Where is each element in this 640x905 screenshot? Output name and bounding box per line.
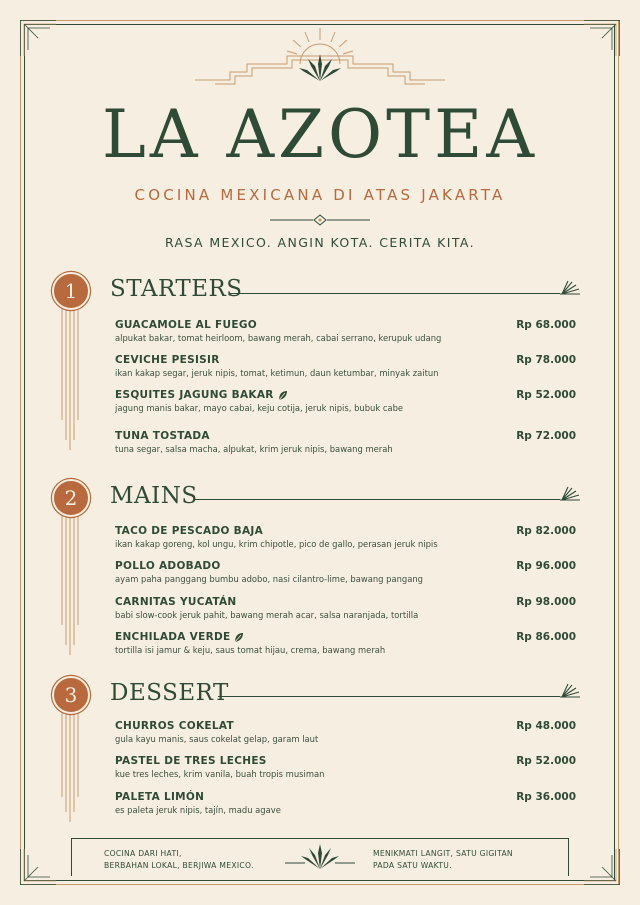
- section-number-badge: 3: [52, 676, 90, 714]
- menu-item-name: CHURROS COKELAT: [115, 720, 234, 732]
- menu-item-desc: kue tres leches, krim vanila, buah tropis musiman: [115, 769, 325, 779]
- section-rule: [218, 696, 560, 697]
- agave-icon: [285, 843, 355, 871]
- menu-item-name: PALETA LIMÓN: [115, 791, 205, 803]
- leaf-icon: [278, 390, 288, 401]
- menu-item-price: Rp 86.000: [516, 631, 576, 643]
- menu-item-desc: ikan kakap segar, jeruk nipis, tomat, ketimun, daun ketumbar, minyak zaitun: [115, 368, 439, 378]
- menu-item-desc: tortilla isi jamur & keju, saus tomat hijau, crema, bawang merah: [115, 645, 386, 655]
- menu-item-desc: babi slow-cook jeruk pahit, bawang merah acar, salsa naranjada, tortilla: [115, 610, 419, 620]
- menu-item-name: CEVICHE PESISIR: [115, 354, 220, 366]
- section-stems-ornament: [55, 702, 85, 827]
- restaurant-subtitle: COCINA MEXICANA DI ATAS JAKARTA: [134, 186, 506, 204]
- section-title-dessert: DESSERT: [110, 680, 229, 706]
- menu-item-name: TUNA TOSTADA: [115, 430, 210, 442]
- section-title-mains: MAINS: [110, 483, 198, 509]
- leaf-icon: [234, 632, 244, 643]
- section-number-badge: 1: [52, 272, 90, 310]
- menu-item-desc: gula kayu manis, saus cokelat gelap, garam laut: [115, 734, 319, 744]
- menu-item-price: Rp 48.000: [516, 720, 576, 732]
- corner-ornament-icon: [584, 849, 620, 885]
- menu-item-price: Rp 52.000: [516, 389, 576, 401]
- fan-icon: [558, 280, 582, 296]
- menu-item-desc: alpukat bakar, tomat heirloom, bawang merah, cabai serrano, kerupuk udang: [115, 333, 442, 343]
- diamond-divider-icon: [270, 214, 370, 226]
- menu-item-name: PASTEL DE TRES LECHES: [115, 755, 267, 767]
- menu-item-price: Rp 72.000: [516, 430, 576, 442]
- corner-ornament-icon: [20, 20, 56, 56]
- section-rule: [230, 293, 560, 294]
- menu-item-price: Rp 78.000: [516, 354, 576, 366]
- corner-ornament-icon: [584, 20, 620, 56]
- menu-item-desc: ayam paha panggang bumbu adobo, nasi cilantro-lime, bawang pangang: [115, 574, 423, 584]
- menu-item-name: POLLO ADOBADO: [115, 560, 221, 572]
- menu-item-desc: jagung manis bakar, mayo cabai, keju cotija, jeruk nipis, bubuk cabe: [115, 403, 404, 413]
- menu-item-price: Rp 96.000: [516, 560, 576, 572]
- menu-item-name: GUACAMOLE AL FUEGO: [115, 319, 257, 331]
- footer-right-text: [373, 848, 513, 871]
- menu-item-name: CARNITAS YUCATÁN: [115, 596, 237, 608]
- sun-agave-emblem-icon: [195, 26, 445, 86]
- corner-ornament-icon: [20, 849, 56, 885]
- restaurant-title: LA AZOTEA: [102, 96, 538, 173]
- menu-item-desc: tuna segar, salsa macha, alpukat, krim jeruk nipis, bawang merah: [115, 444, 393, 454]
- section-rule: [195, 499, 560, 500]
- tagline: RASA MEXICO. ANGIN KOTA. CERITA KITA.: [164, 235, 476, 250]
- fan-icon: [558, 683, 582, 699]
- menu-item-name: TACO DE PESCADO BAJA: [115, 525, 264, 537]
- menu-item-name: [115, 631, 244, 643]
- menu-item-price: Rp 98.000: [516, 596, 576, 608]
- footer-right-line2: PADA SATU WAKTU.: [373, 860, 452, 870]
- menu-item-desc: es paleta jeruk nipis, tajín, madu agave: [115, 805, 281, 815]
- fan-icon: [558, 486, 582, 502]
- section-number-badge: 2: [52, 479, 90, 517]
- menu-item-desc: ikan kakap goreng, kol ungu, krim chipotle, pico de gallo, perasan jeruk nipis: [115, 539, 438, 549]
- menu-item-name: [115, 389, 288, 401]
- section-stems-ornament: [55, 300, 85, 455]
- menu-item-price: Rp 68.000: [516, 319, 576, 331]
- section-stems-ornament: [55, 505, 85, 660]
- menu-item-price: Rp 82.000: [516, 525, 576, 537]
- footer-left-text: [104, 848, 254, 871]
- menu-item-price: Rp 52.000: [516, 755, 576, 767]
- section-title-starters: STARTERS: [110, 276, 243, 302]
- footer-right-line1: MENIKMATI LANGIT, SATU GIGITAN: [373, 849, 513, 858]
- menu-item-price: Rp 36.000: [516, 791, 576, 803]
- menu-item-name-text: ESQUITES JAGUNG BAKAR: [115, 389, 274, 401]
- footer-left-line1: COCINA DARI HATI,: [104, 849, 182, 858]
- footer-left-line2: BERBAHAN LOKAL, BERJIWA MEXICO.: [104, 860, 254, 870]
- menu-item-name-text: ENCHILADA VERDE: [115, 631, 231, 643]
